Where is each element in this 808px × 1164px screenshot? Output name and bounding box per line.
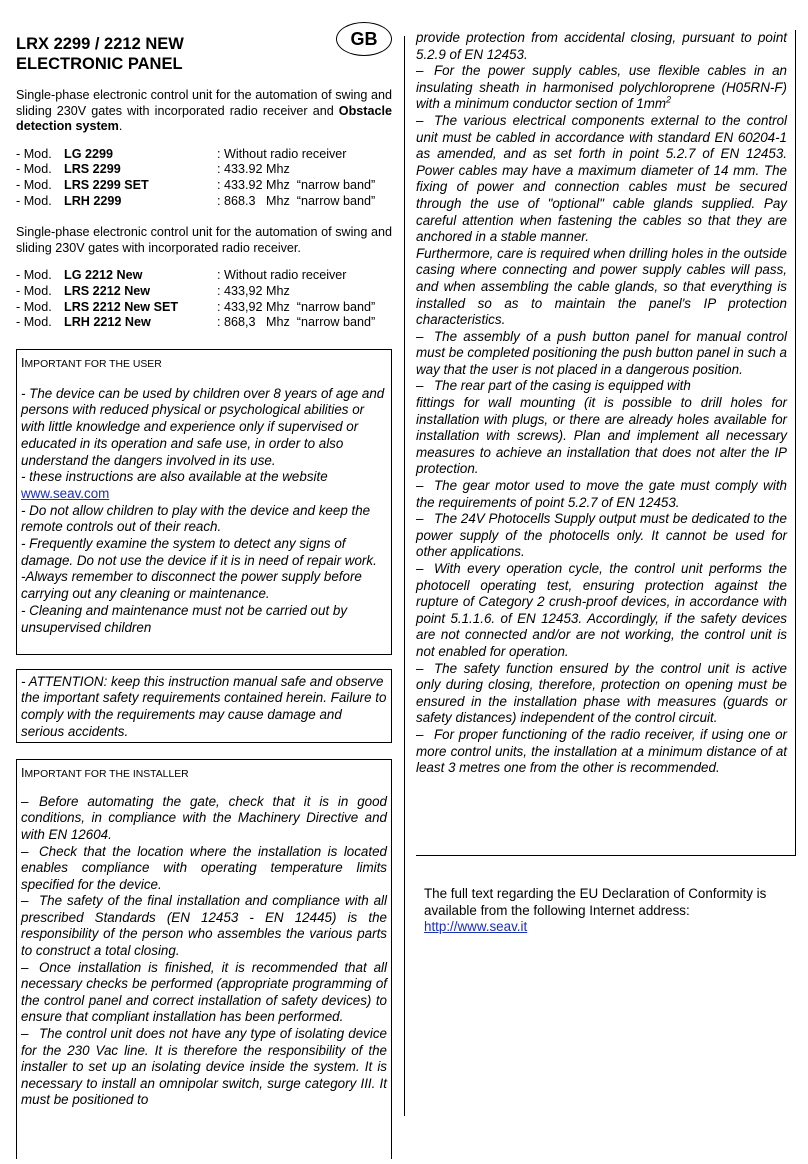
- user-note-6: - Cleaning and maintenance must not be carried out by unsupervised children: [21, 602, 348, 635]
- installer-item: [416, 561, 787, 661]
- model-code: LG 2212 New: [64, 268, 143, 283]
- model-row: [16, 194, 392, 210]
- model-prefix: - Mod.: [16, 268, 52, 283]
- model-prefix: - Mod.: [16, 162, 52, 177]
- intro1-text: Single-phase electronic control unit for the automation of swing and sliding 230V gates with incorporated radio receiver and: [16, 88, 392, 118]
- model-row: [16, 162, 392, 178]
- continued-text: provide protection from accidental closing, pursuant to point 5.2.9 of EN 12453.: [416, 30, 787, 62]
- item-text: For proper functioning of the radio receiver, if using one or more control units, the installation at a minimum distance of at least 3 metres one from the other is recommended.: [416, 726, 787, 776]
- model-code: LRS 2299: [64, 162, 121, 177]
- model-list-1: [16, 147, 392, 209]
- model-code: LRS 2212 New: [64, 283, 151, 298]
- heading-cap: I: [21, 765, 25, 780]
- right-column: [416, 30, 796, 936]
- installer-item-text: Once installation is finished, it is recommended that all necessary checks be performed (appropriate programming of the control panel and correct installation of safety devices) to ensure that compliant installation has been performed.: [21, 959, 387, 1025]
- declaration-link-row: [416, 919, 796, 936]
- model-desc: : 433.92 Mhz “narrow band”: [217, 177, 376, 192]
- user-note-4: - Frequently examine the system to detect any signs of damage. Do not use the device if it is in need of repair work.: [21, 536, 377, 568]
- model-prefix: - Mod.: [16, 283, 52, 298]
- installer-item: [416, 378, 787, 395]
- heading-rest: MPORTANT FOR THE USER: [24, 358, 162, 370]
- model-prefix: - Mod.: [16, 146, 52, 161]
- installer-item-text: Check that the location where the installation is located enables compliance with operating temperature limits specified for the device.: [21, 843, 387, 892]
- attention-box: [16, 669, 392, 743]
- column-divider: [404, 36, 405, 1116]
- heading-cap: I: [21, 355, 25, 370]
- model-desc: : Without radio receiver: [217, 146, 347, 161]
- user-note-2: - these instructions are also available at the website: [21, 469, 328, 485]
- cables-item: [416, 63, 787, 113]
- intro1-bold: Obstacle detection system: [16, 103, 392, 134]
- installer-item: [21, 893, 387, 959]
- installer-notice-box: [16, 759, 392, 1159]
- dash-marker: –: [416, 478, 424, 494]
- dash-marker: –: [416, 378, 424, 394]
- left-column: [16, 30, 392, 1159]
- declaration-text: The full text regarding the EU Declaration of Conformity is available from the following Internet address:: [424, 886, 767, 918]
- language-badge: GB: [336, 22, 392, 56]
- electrical-item: [416, 113, 787, 246]
- model-row: [16, 300, 392, 316]
- model-desc: : 433,92 Mhz “narrow band”: [217, 299, 376, 314]
- installer-item: [21, 1026, 387, 1109]
- dash-marker: –: [21, 843, 29, 859]
- attention-text: - ATTENTION: keep this instruction manual safe and observe the important safety requirements contained herein. Failure to comply with the requirements may cause damage and serious accidents.: [21, 673, 387, 739]
- declaration-link[interactable]: http://www.seav.it: [424, 919, 528, 935]
- model-prefix: - Mod.: [16, 193, 52, 208]
- user-note-1: - The device can be used by children over 8 years of age and persons with reduced physical or psychological abilities or with little knowledge and experience only if supervised or educated in its operation and safe use, in order to also understand the dangers involved in its use.: [21, 385, 385, 468]
- model-prefix: - Mod.: [16, 315, 52, 330]
- user-notice-box: [16, 349, 392, 655]
- installer-continued-box: [416, 30, 796, 856]
- dash-marker: –: [416, 112, 424, 128]
- electrical-text: The various electrical components external to the control unit must be cabled in accordance with standard EN 60204-1 as amended, and as set forth in point 5.2.7 of EN 12453. Power cables may have a maximum diameter of 14 mm. The fixing of power and connection cables must be secured through the use of "optional" cable glands supplied. Pay careful attention when fastening the cables so that they are anchored in a stable manner.: [416, 112, 787, 245]
- dash-marker: –: [21, 893, 29, 909]
- item-text: The safety function ensured by the control unit is active only during closing, therefore, protection on opening must be ensured in the installation phase with measures (guards or safety distances) independent of the control circuit.: [416, 660, 787, 726]
- title-line-2: ELECTRONIC PANEL: [16, 55, 183, 73]
- intro-paragraph-2: Single-phase electronic control unit for the automation of swing and sliding 230V gates with incorporated radio receiver.: [16, 225, 392, 255]
- installer-item: [21, 844, 387, 894]
- model-row: [16, 315, 392, 331]
- intro1-tail: .: [118, 119, 123, 134]
- dash-marker: –: [416, 63, 424, 79]
- item-text: With every operation cycle, the control unit performs the photocell operating test, ensuring protection against the rupture of Category 2 crush-proof devices, in accordance with point 5.1.1.6. of EN 12453. Accordingly, if the safety devices are not connected and/or are not working, the control unit is not enabled for operation.: [416, 561, 787, 659]
- dash-marker: –: [21, 1026, 29, 1042]
- model-row: [16, 147, 392, 163]
- item-text: The 24V Photocells Supply output must be dedicated to the power supply of the photocells only. It cannot be used for other applications.: [416, 511, 787, 560]
- website-link-row: [21, 486, 387, 503]
- item-text: The assembly of a push button panel for manual control must be completed positioning the push button panel in such a way that the user is not placed in a dangerous position.: [416, 328, 787, 377]
- model-desc: : 433.92 Mhz: [217, 162, 290, 177]
- model-prefix: - Mod.: [16, 299, 52, 314]
- installer-item: [21, 960, 387, 1026]
- model-code: LG 2299: [64, 146, 114, 161]
- model-row: [16, 284, 392, 300]
- installer-item: [416, 478, 787, 511]
- dash-marker: –: [416, 726, 424, 742]
- user-note-3: - Do not allow children to play with the device and keep the remote controls out of their reach.: [21, 502, 371, 535]
- page-title: [16, 34, 392, 74]
- model-code: LRH 2299: [64, 193, 122, 208]
- installer-item-text: The control unit does not have any type of isolating device for the 230 Vac line. It is therefore the responsibility of the installer to set up an isolating device inside the system. It is necessary to install an omnipolar switch, surge category III. It must be positioned to: [21, 1026, 387, 1108]
- dash-marker: –: [416, 561, 424, 576]
- model-row: [16, 268, 392, 284]
- website-link[interactable]: www.seav.com: [21, 485, 110, 501]
- installer-item: [21, 794, 387, 844]
- installer-item: [416, 727, 787, 777]
- model-desc: : 868,3 Mhz “narrow band”: [217, 315, 376, 330]
- title-line-1: LRX 2299 / 2212 NEW: [16, 35, 184, 53]
- model-row: [16, 178, 392, 194]
- superscript: 2: [666, 94, 672, 105]
- dash-marker: –: [21, 793, 29, 809]
- dash-marker: –: [416, 511, 424, 527]
- cables-text: For the power supply cables, use flexible cables in an insulating sheath in harmonised polychloroprene (H05RN-F) with a minimum conductor section of 1mm: [416, 63, 787, 112]
- model-code: LRH 2212 New: [64, 315, 151, 330]
- heading-rest: MPORTANT FOR THE INSTALLER: [24, 768, 189, 780]
- installer-item: [416, 661, 787, 727]
- user-box-heading: [21, 354, 387, 374]
- model-desc: : 868.3 Mhz “narrow band”: [217, 193, 376, 208]
- item-text: The gear motor used to move the gate must comply with the requirements of point 5.2.7 of EN 12453.: [416, 478, 787, 510]
- dash-marker: –: [416, 328, 424, 344]
- dash-marker: –: [21, 959, 29, 975]
- user-note-5: -Always remember to disconnect the power supply before carrying out any cleaning or maintenance.: [21, 569, 362, 602]
- model-desc: : 433,92 Mhz: [217, 283, 290, 298]
- model-prefix: - Mod.: [16, 177, 52, 192]
- dash-marker: –: [416, 660, 424, 676]
- installer-item-text: The safety of the final installation and compliance with all prescribed Standards (EN 12453 - EN 12445) is the responsibility of the person who assembles the various parts to construct a total closing.: [21, 893, 387, 959]
- installer-item: [416, 511, 787, 561]
- installer-item-text: Before automating the gate, check that it is in good conditions, in compliance with the Machinery Directive and with EN 12604.: [21, 793, 387, 842]
- model-code: LRS 2212 New SET: [64, 299, 179, 314]
- installer-box-heading: [21, 764, 387, 784]
- rear-casing-continued: fittings for wall mounting (it is possible to drill holes for installation with plugs, or there are already holes available for installation with screws). Plan and implement all necessary measures to achieve an installation that does not alter the IP protection.: [416, 395, 787, 477]
- model-list-2: [16, 268, 392, 330]
- furthermore-paragraph: Furthermore, care is required when drilling holes in the outside casing where connecting and power supply cables will pass, and when assembling the cable glands, so that everything is installed so as to maintain the panel's IP protection characteristics.: [416, 245, 787, 328]
- intro-paragraph-1: [16, 88, 392, 135]
- installer-item: [416, 329, 787, 379]
- model-code: LRS 2299 SET: [64, 177, 149, 192]
- item-text: The rear part of the casing is equipped with: [434, 378, 691, 394]
- model-desc: : Without radio receiver: [217, 268, 347, 283]
